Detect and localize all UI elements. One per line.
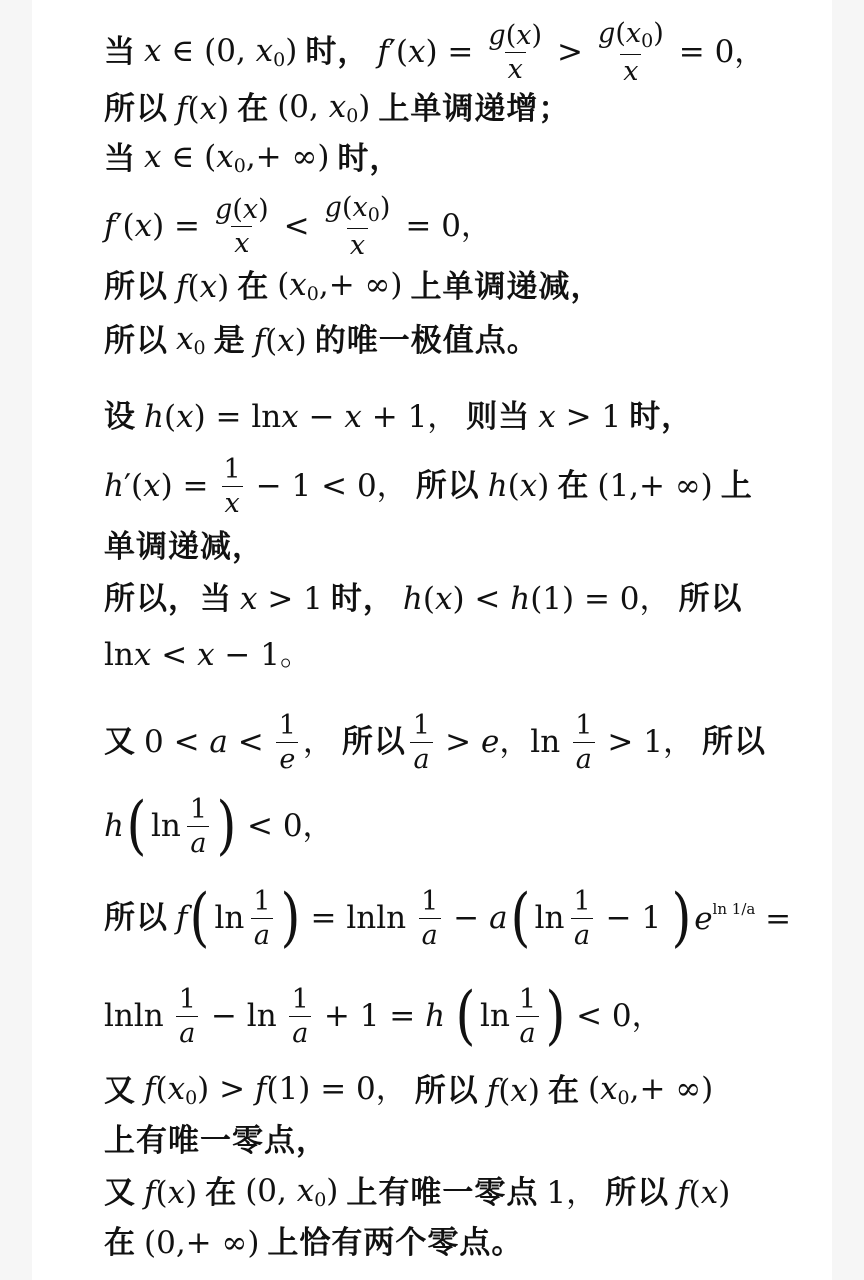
- solution-line: 所以 f(x) 在 (0, $x_0$) 上单调递增；: [104, 89, 571, 127]
- solution-line: 所以，当 x > 1 时， h(x) < h(1) = 0， 所以: [104, 581, 743, 617]
- solution-line: 在 (0,+ ∞) 上恰有两个零点。: [104, 1225, 524, 1261]
- solution-line: 当 x ∈ (0, $x_0$) 时， f′(x) = $\frac{g(x)}{x}$ > $\frac{g(x_0)}{x}$ = 0，: [104, 18, 766, 87]
- solution-page: [32, 0, 832, 1280]
- solution-line: lnx < x − 1。: [104, 637, 311, 673]
- solution-line: 所以 f(x) 在 ($x_0,+$ ∞) 上单调递减，: [104, 267, 603, 305]
- solution-line: 上有唯一零点，: [104, 1123, 328, 1159]
- solution-line: 又 0 < a < $\frac{1}{e}$ ， 所以 $\frac{1}{a}$ > e，ln $\frac{1}{a}$ > 1， 所以: [104, 710, 766, 775]
- solution-line: 又 $f(x_0) > f(1) = 0$， 所以 f(x) 在 ($x_0,+$ ∞): [104, 1071, 714, 1109]
- solution-line: 所以 f ( ln $\frac{1}{a}$ ) = lnln $\frac{1}{a}$ − a ( ln $\frac{1}{a}$ − 1 ) $e^{ln 1/a}$ =: [104, 880, 792, 955]
- solution-line: 当 x ∈ ($x_0,+$ ∞) 时，: [104, 139, 402, 177]
- solution-line: f′(x) = $\frac{g(x)}{x}$ < $\frac{g(x_0)}{x}$ = 0，: [104, 192, 492, 261]
- solution-line: 又 f(x) 在 (0, $x_0$) 上有唯一零点 1， 所以 f(x): [104, 1173, 731, 1211]
- solution-line: 单调递减，: [104, 529, 264, 565]
- solution-line: 设 h(x) = lnx − x + 1， 则当 x > 1 时，: [104, 399, 694, 435]
- solution-line: h′(x) = $\frac{1}{x}$ − 1 < 0， 所以 h(x) 在 (1,+ ∞) 上: [104, 454, 753, 519]
- solution-line: h ( ln $\frac{1}{a}$ ) < 0，: [104, 788, 334, 863]
- solution-line: 所以 $x_0$ 是 f(x) 的唯一极值点。: [104, 321, 539, 359]
- solution-line: lnln $\frac{1}{a}$ − ln $\frac{1}{a}$ + 1 = h ( ln $\frac{1}{a}$ ) < 0，: [104, 978, 663, 1053]
